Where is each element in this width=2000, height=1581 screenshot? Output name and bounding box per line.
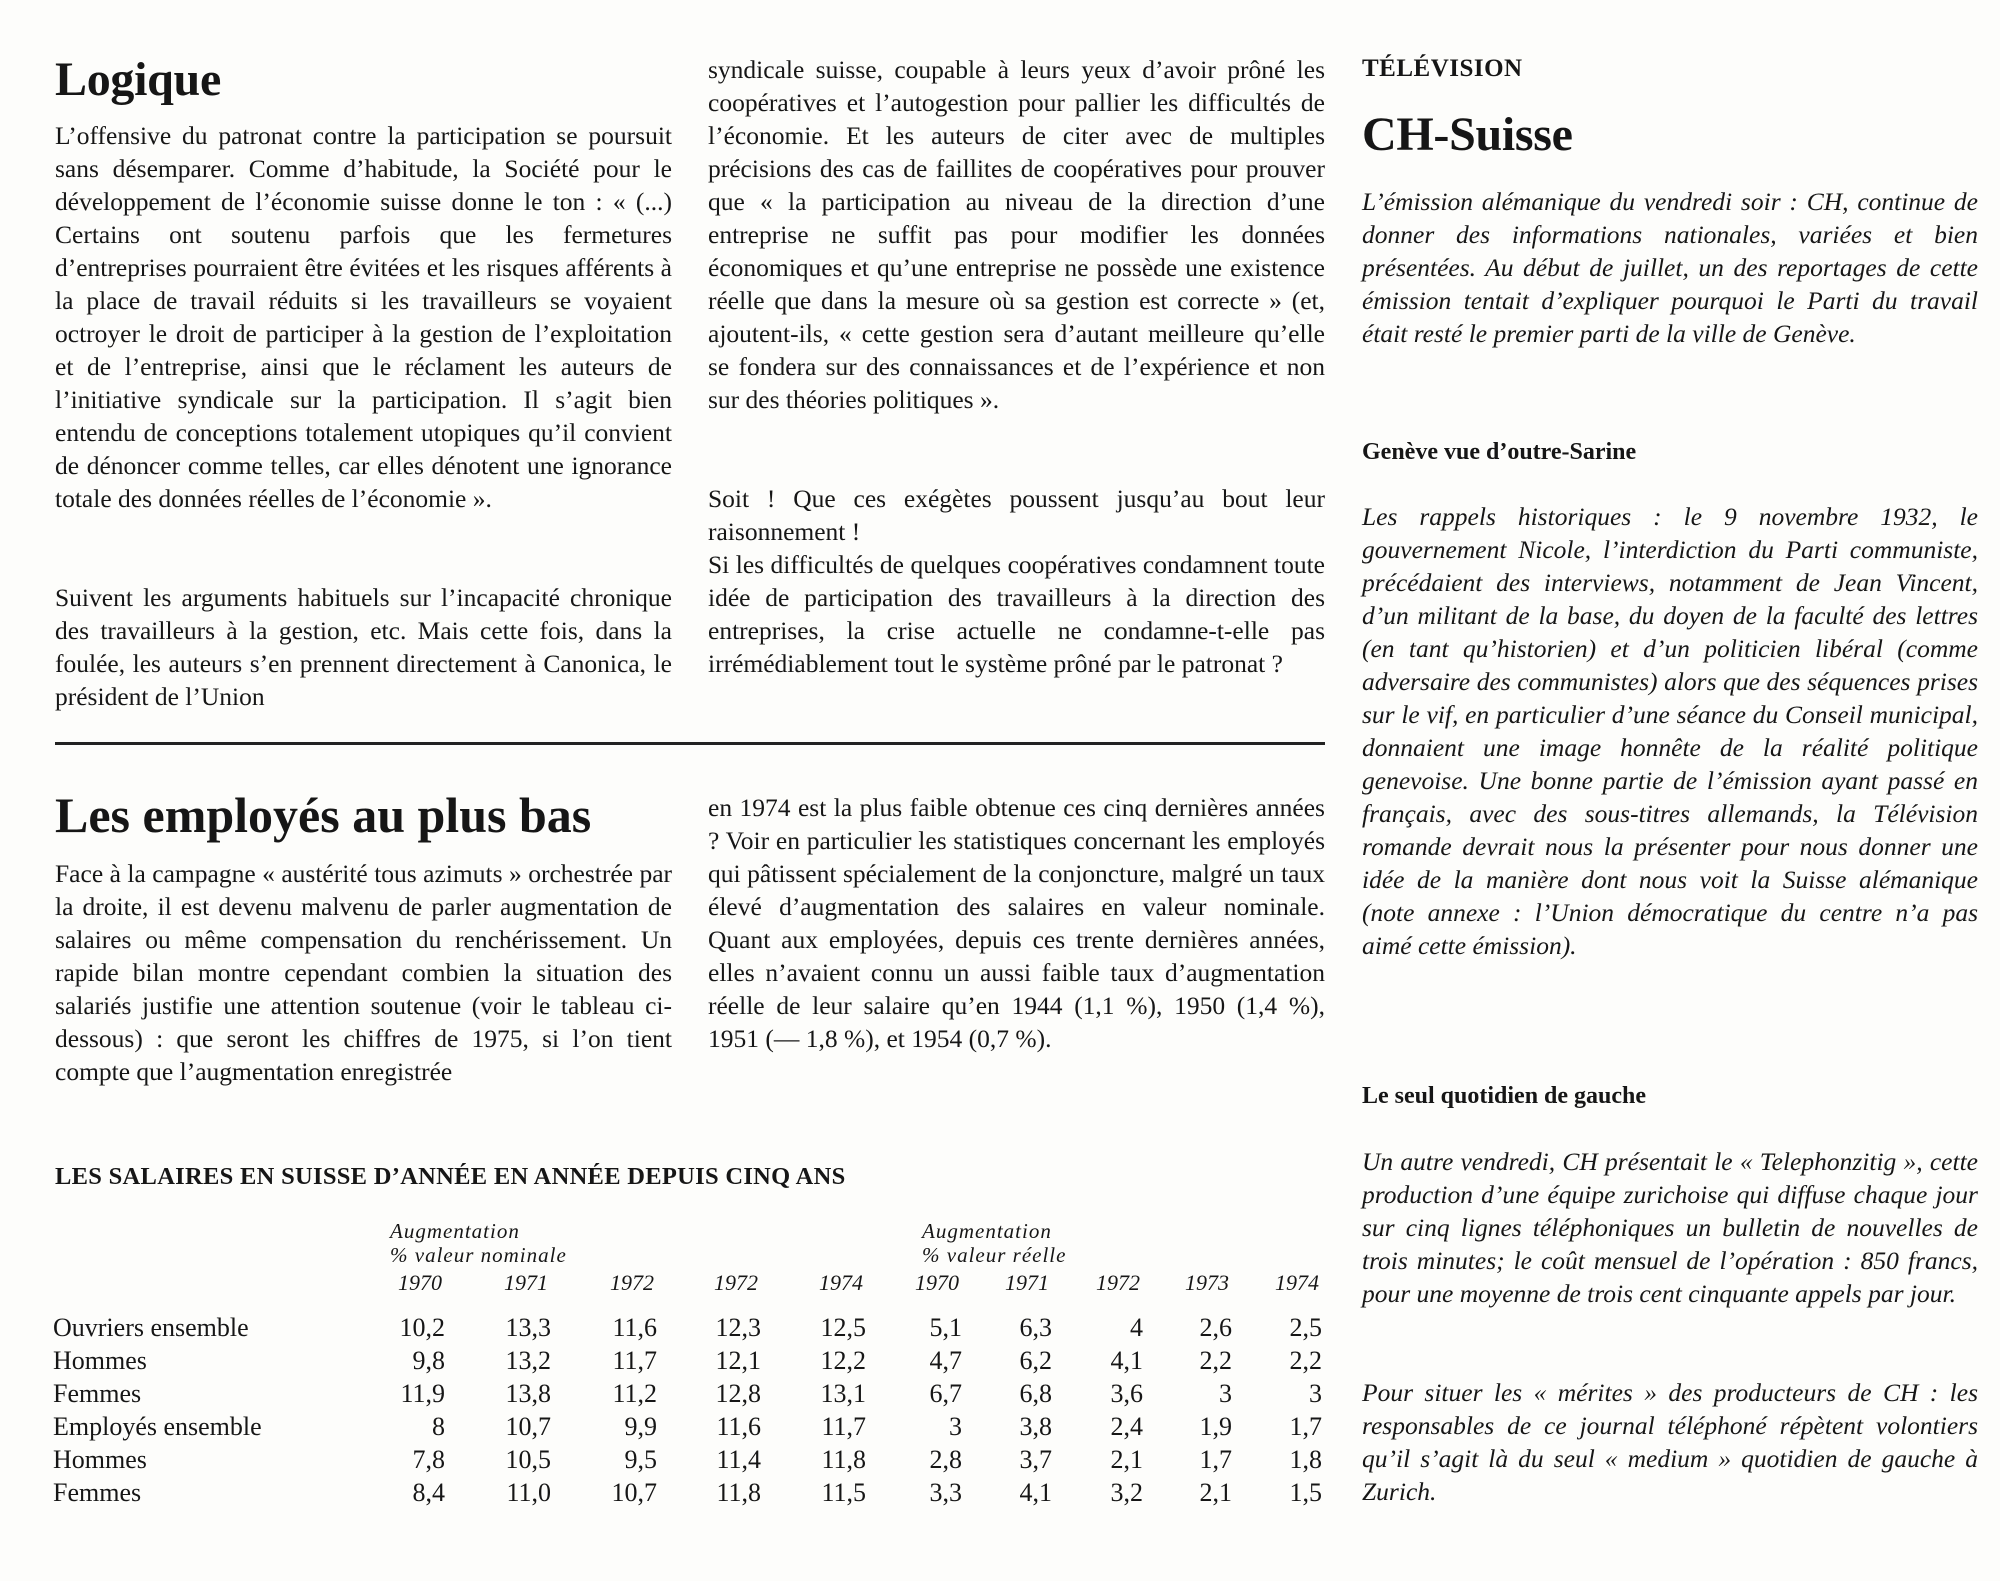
table-cell: 3,8	[1019, 1412, 1052, 1441]
table-cell: 10,2	[399, 1313, 445, 1342]
table-year-9: 1974	[1275, 1270, 1319, 1295]
group-nominal-line-2: % valeur nominale	[390, 1243, 567, 1267]
table-cell: 6,3	[1019, 1313, 1052, 1342]
logique-paragraph-3: syndicale suisse, coupable à leurs yeux d’avoir prôné les coopératives et l’autogestion pour pallier les difficultés de l’économie. Et les auteurs de citer avec de multiples précisions des cas de faillites de coopératives pour prouver que « la participation au niveau de la direction d’une entreprise ne suffit pas pour modifier les données économiques et qu’une entreprise ne possède une existence réelle que dans la mesure où sa gestion est correcte » (et, ajoutent-ils, « cette gestion sera d’autant meilleure qu’elle se fondera sur des connaissances et de l’expérience et non sur des théories politiques ».	[708, 55, 1325, 414]
tv-paragraph-merites: Pour situer les « mérites » des producteurs de CH : les responsables de ce journal téléphoné répètent volontiers qu’il s’agit là du seul « medium » quotidien de gauche à Zurich.	[1362, 1378, 1978, 1506]
table-cell: 7,8	[412, 1445, 445, 1474]
tv-paragraph-geneve: Les rappels historiques : le 9 novembre 1932, le gouvernement Nicole, l’interdiction du Parti communiste, précédaient des interviews, notamment de Jean Vincent, d’un militant de la base, du doyen de la faculté des lettres (en tant qu’historien) et d’un politicien libéral (comme adversaire des communistes) alors que des séquences prises sur le vif, en particulier d’une séance du Conseil municipal, donnaient une image honnête de la réalité politique genevoise. Une bonne partie de l’émission ayant passé en français, avec des sous-titres allemands, la Télévision romande devrait nous la présenter pour nous donner une idée de la manière dont nous voit la Suisse alémanique (note annexe : l’Union démocratique du centre n’a pas aimé cette émission).	[1362, 502, 1978, 960]
table-year-7: 1972	[1096, 1270, 1140, 1295]
table-cell: 2,6	[1199, 1313, 1232, 1342]
table-cell: 2,1	[1110, 1445, 1143, 1474]
table-cell: 6,8	[1019, 1379, 1052, 1408]
table-cell: 12,1	[715, 1346, 761, 1375]
table-cell: 6,2	[1019, 1346, 1052, 1375]
table-cell: 2,2	[1289, 1346, 1322, 1375]
table-row-label: Femmes	[53, 1379, 142, 1408]
table-cell: 1,7	[1199, 1445, 1232, 1474]
employes-paragraph-2: en 1974 est la plus faible obtenue ces cinq dernières années ? Voir en particulier les statistiques concernant les employés qui pâtissent spécialement de la conjoncture, malgré un taux élevé d’augmentation des salaires en valeur nominale. Quant aux employées, depuis ces trente dernières années, elles n’avaient connu un aussi faible taux d’augmentation réelle de leur salaire qu’en 1944 (1,1 %), 1950 (1,4 %), 1951 (— 1,8 %), et 1954 (0,7 %).	[708, 793, 1325, 1053]
table-cell: 11,2	[612, 1379, 657, 1408]
article-title-logique: Logique	[55, 53, 221, 106]
table-cell: 1,7	[1289, 1412, 1322, 1441]
table-cell: 13,8	[505, 1379, 551, 1408]
group-nominal-line-1: Augmentation	[390, 1219, 520, 1243]
table-cell: 10,7	[611, 1478, 657, 1507]
table-cell: 4,1	[1019, 1478, 1052, 1507]
table-cell: 10,5	[505, 1445, 551, 1474]
table-cell: 13,2	[505, 1346, 551, 1375]
table-row-label: Hommes	[53, 1445, 147, 1474]
table-cell: 8,4	[412, 1478, 445, 1507]
table-cell: 11,7	[612, 1346, 657, 1375]
table-cell: 11,7	[821, 1412, 866, 1441]
section-divider	[55, 742, 1325, 745]
table-group-nominal	[390, 1219, 567, 1267]
table-cell: 11,8	[716, 1478, 761, 1507]
table-cell: 12,2	[820, 1346, 866, 1375]
group-reelle-line-2: % valeur réelle	[922, 1243, 1067, 1267]
logique-paragraph-1: L’offensive du patronat contre la participation se poursuit sans désemparer. Comme d’habitude, la Société pour le développement de l’économie suisse donne le ton : « (...) Certains ont soutenu parfois que les fermetures d’entreprises pourraient être évitées et les risques afférents à la place de travail réduits si les travailleurs se voyaient octroyer le droit de participer à la gestion de l’exploitation et de l’entreprise, ainsi que le réclament les auteurs de l’initiative syndicale sur la participation. Il s’agit bien entendu de conceptions totalement utopiques qu’il convient de dénoncer comme telles, car elles dénotent une ignorance totale des données réelles de l’économie ».	[55, 121, 672, 513]
tv-paragraph-telephonzitig: Un autre vendredi, CH présentait le « Telephonzitig », cette production d’une équipe zurichoise qui diffuse chaque jour sur cinq lignes téléphoniques un bulletin de nouvelles de trois minutes; le coût mensuel de l’opération : 850 francs, pour une moyenne de trois cent cinquante appels par jour.	[1362, 1147, 1978, 1308]
table-group-reelle	[922, 1219, 1066, 1267]
employes-paragraph-1: Face à la campagne « austérité tous azimuts » orchestrée par la droite, il est devenu malvenu de parler augmentation de salaires ou même compensation du renchérissement. Un rapide bilan montre cependant combien la situation des salariés justifie une attention soutenue (voir le tableau ci-dessous) : que seront les chiffres de 1975, si l’on tient compte que l’augmentation enregistrée	[55, 859, 672, 1086]
table-cell: 4	[1130, 1313, 1143, 1342]
table-year-3: 1972	[714, 1270, 758, 1295]
table-year-4: 1974	[819, 1270, 863, 1295]
table-cell: 2,2	[1199, 1346, 1232, 1375]
table-cell: 2,8	[929, 1445, 962, 1474]
table-cell: 1,5	[1289, 1478, 1322, 1507]
table-cell: 11,5	[821, 1478, 866, 1507]
table-cell: 11,0	[506, 1478, 551, 1507]
table-row-label: Femmes	[53, 1478, 142, 1507]
table-row-label: Employés ensemble	[53, 1412, 262, 1441]
table-cell: 3	[1309, 1379, 1322, 1408]
table-cell: 10,7	[505, 1412, 551, 1441]
table-row-label: Hommes	[53, 1346, 147, 1375]
logique-paragraph-5: Si les difficultés de quelques coopératives condamnent toute idée de participation des travailleurs à la direction des entreprises, la crise actuelle ne condamne-t-elle pas irrémédiablement tout le système prôné par le patronat ?	[708, 550, 1325, 678]
table-cell: 4,7	[929, 1346, 962, 1375]
table-cell: 12,5	[820, 1313, 866, 1342]
table-cell: 11,4	[716, 1445, 761, 1474]
table-cell: 9,8	[412, 1346, 445, 1375]
table-cell: 1,9	[1199, 1412, 1232, 1441]
table-cell: 13,1	[820, 1379, 866, 1408]
table-year-1: 1971	[504, 1270, 548, 1295]
table-cell: 4,1	[1110, 1346, 1143, 1375]
logique-paragraph-4: Soit ! Que ces exégètes poussent jusqu’au bout leur raisonnement !	[708, 484, 1325, 546]
table-cell: 8	[432, 1412, 445, 1441]
table-cell: 3,3	[929, 1478, 962, 1507]
table-cell: 1,8	[1289, 1445, 1322, 1474]
subheading-quotidien: Le seul quotidien de gauche	[1362, 1083, 1647, 1109]
article-title-ch-suisse: CH-Suisse	[1362, 108, 1573, 161]
table-cell: 3,6	[1110, 1379, 1143, 1408]
table-cell: 2,1	[1199, 1478, 1232, 1507]
table-cell: 11,8	[821, 1445, 866, 1474]
table-year-2: 1972	[610, 1270, 654, 1295]
article-title-employes: Les employés au plus bas	[55, 787, 592, 843]
table-cell: 3	[949, 1412, 962, 1441]
table-cell: 3,2	[1110, 1478, 1143, 1507]
table-cell: 11,9	[400, 1379, 445, 1408]
table-cell: 11,6	[716, 1412, 761, 1441]
table-year-5: 1970	[915, 1270, 959, 1295]
logique-paragraph-2: Suivent les arguments habituels sur l’incapacité chronique des travailleurs à la gestion, etc. Mais cette fois, dans la foulée, les auteurs s’en prennent directement à Canonica, le président de l’Union	[55, 583, 672, 711]
table-cell: 9,5	[624, 1445, 657, 1474]
table-cell: 11,6	[612, 1313, 657, 1342]
table-cell: 13,3	[505, 1313, 551, 1342]
table-year-8: 1973	[1185, 1270, 1229, 1295]
table-cell: 12,8	[715, 1379, 761, 1408]
group-reelle-line-1: Augmentation	[922, 1219, 1052, 1243]
table-cell: 2,4	[1110, 1412, 1143, 1441]
tv-intro: L’émission alémanique du vendredi soir : CH, continue de donner des informations nationales, variées et bien présentées. Au début de juillet, un des reportages de cette émission tentait d’expliquer pourquoi le Parti du travail était resté le premier parti de la ville de Genève.	[1362, 187, 1978, 348]
table-year-0: 1970	[398, 1270, 442, 1295]
table-cell: 3	[1219, 1379, 1232, 1408]
table-cell: 12,3	[715, 1313, 761, 1342]
section-kicker: TÉLÉVISION	[1362, 55, 1523, 82]
table-cell: 9,9	[624, 1412, 657, 1441]
table-cell: 6,7	[929, 1379, 962, 1408]
table-row-label: Ouvriers ensemble	[53, 1313, 249, 1342]
table-cell: 2,5	[1289, 1313, 1322, 1342]
table-title: LES SALAIRES EN SUISSE D’ANNÉE EN ANNÉE DEPUIS CINQ ANS	[55, 1163, 846, 1190]
table-cell: 5,1	[929, 1313, 962, 1342]
subheading-geneve: Genève vue d’outre-Sarine	[1362, 439, 1637, 465]
table-year-6: 1971	[1005, 1270, 1049, 1295]
table-cell: 3,7	[1019, 1445, 1052, 1474]
